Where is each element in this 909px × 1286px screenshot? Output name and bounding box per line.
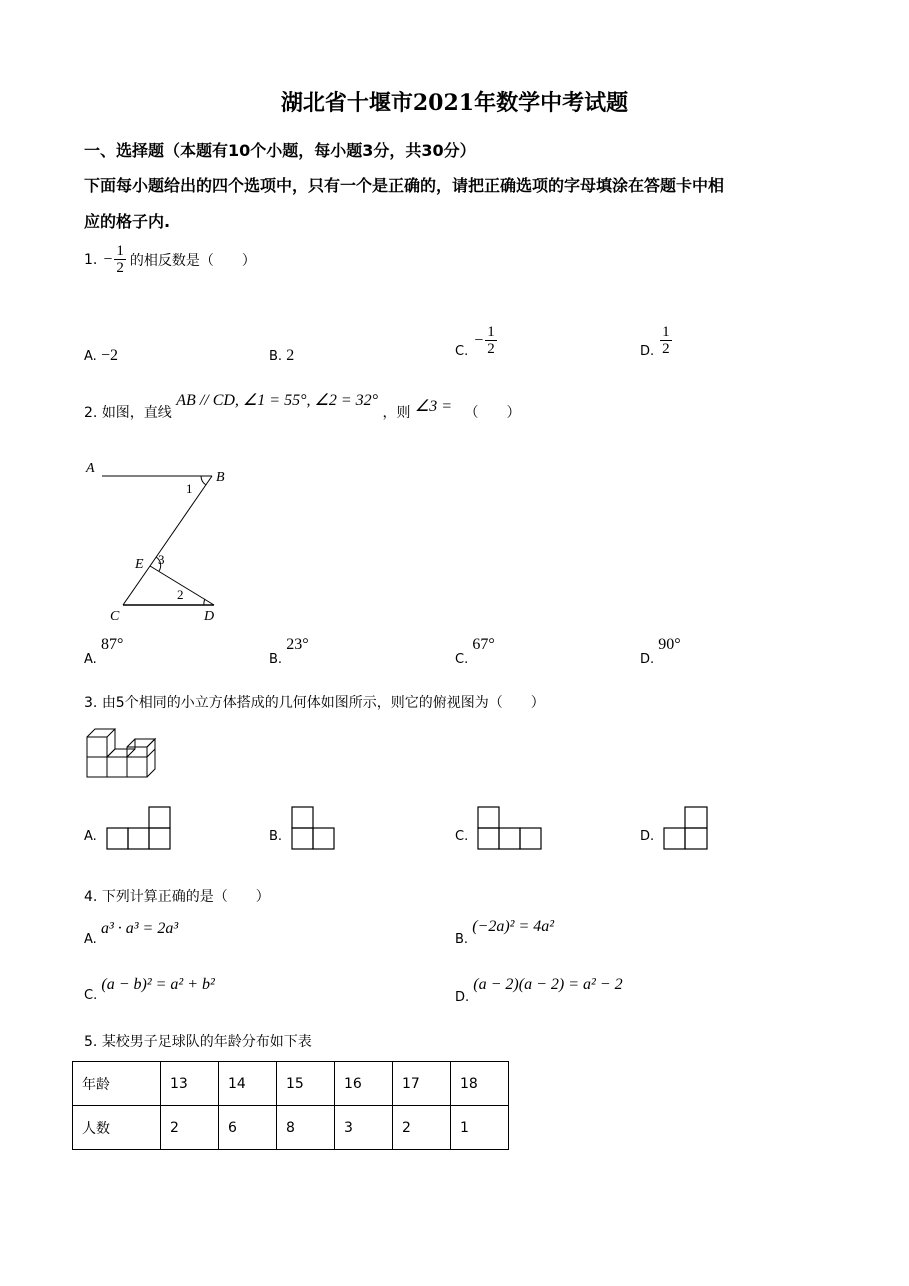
table-cell: 14: [219, 1062, 277, 1106]
option-expression: a³ · a³ = 2a³: [100, 920, 179, 937]
instruction-line-2: 应的格子内.: [84, 212, 171, 231]
instruction-line-1: 下面每小题给出的四个选项中，只有一个是正确的，请把正确选项的字母填涂在答题卡中相: [84, 176, 725, 195]
fraction-numerator: 1: [487, 324, 495, 340]
option-expression: (a − b)² = a² + b²: [101, 976, 215, 993]
label-d: D: [204, 609, 215, 624]
option-value: 2: [286, 347, 295, 364]
table-cell: 2: [393, 1106, 451, 1150]
table-header-cell: 人数: [73, 1106, 161, 1150]
question-text: 由5个相同的小立方体搭成的几何体如图所示，则它的俯视图为（ ）: [101, 695, 545, 711]
option-value: 90°: [658, 636, 681, 653]
option-label: A.: [84, 829, 97, 844]
fraction-denominator: 2: [662, 341, 670, 357]
question-3: [84, 692, 545, 712]
q2-option-d[interactable]: [640, 636, 681, 667]
label-c: C: [110, 609, 120, 624]
fraction-numerator: 1: [662, 324, 670, 340]
table-cell: 2: [161, 1106, 219, 1150]
question-number: 4.: [84, 889, 98, 905]
q1-option-a[interactable]: [84, 347, 118, 365]
table-row: [73, 1062, 509, 1106]
table-row: [73, 1106, 509, 1150]
q1-option-b[interactable]: [269, 347, 294, 365]
option-label: B.: [269, 652, 283, 667]
fraction: [485, 324, 497, 357]
fraction: [660, 324, 672, 357]
table-cell: 8: [277, 1106, 335, 1150]
option-value: 87°: [100, 636, 124, 653]
option-label: D.: [640, 344, 655, 359]
q3-option-d[interactable]: [640, 829, 654, 844]
q3-option-a[interactable]: [84, 829, 97, 844]
label-a: A: [86, 461, 95, 476]
table-cell: 15: [277, 1062, 335, 1106]
option-expression: (−2a)² = 4a²: [472, 918, 555, 935]
option-label: A.: [84, 932, 97, 947]
q3-option-b[interactable]: [269, 829, 282, 844]
q2-option-b[interactable]: [269, 636, 309, 667]
table-cell: 13: [161, 1062, 219, 1106]
fraction-numerator: 1: [116, 243, 124, 259]
q2-option-a[interactable]: [84, 636, 124, 667]
question-number: 5.: [84, 1034, 98, 1050]
option-label: C.: [455, 829, 469, 844]
angle-1-arc: [201, 476, 206, 485]
fraction: [114, 243, 126, 276]
option-label: D.: [640, 829, 655, 844]
option-label: B.: [269, 349, 283, 364]
label-e: E: [135, 557, 144, 572]
table-cell: 16: [335, 1062, 393, 1106]
q3-option-a-view: [106, 806, 172, 852]
age-distribution-table: [72, 1061, 509, 1150]
option-value: 23°: [286, 636, 309, 653]
table-header-cell: 年龄: [73, 1062, 161, 1106]
question-2: [84, 392, 521, 422]
math-expression: ∠3 =: [414, 398, 453, 415]
question-text: （ ）: [464, 405, 521, 421]
minus-sign: −: [103, 250, 113, 268]
question-text: 的相反数是（ ）: [129, 252, 256, 269]
question-4: [84, 886, 270, 906]
option-value: −2: [100, 347, 118, 364]
section-heading: 一、选择题（本题有10个小题，每小题3分，共30分）: [84, 141, 476, 160]
q4-option-c[interactable]: [84, 976, 215, 1003]
geometry-figure: [80, 455, 230, 630]
label-angle-3: 3: [158, 552, 165, 567]
option-label: C.: [84, 988, 98, 1003]
q3-option-d-view: [663, 806, 711, 852]
option-label: C.: [455, 344, 469, 359]
table-cell: 17: [393, 1062, 451, 1106]
label-angle-1: 1: [186, 481, 193, 496]
option-label: A.: [84, 349, 97, 364]
question-number: 3.: [84, 695, 98, 711]
option-label: B.: [269, 829, 283, 844]
fraction-denominator: 2: [487, 341, 495, 357]
question-text: 下列计算正确的是（ ）: [101, 889, 270, 905]
question-text: ，则: [382, 405, 411, 421]
q2-option-c[interactable]: [455, 636, 495, 667]
option-label: C.: [455, 652, 469, 667]
question-text: 如图，直线: [101, 405, 172, 421]
q1-option-d[interactable]: [640, 322, 672, 359]
option-label: B.: [455, 932, 469, 947]
label-angle-2: 2: [177, 587, 184, 602]
option-label: D.: [640, 652, 655, 667]
question-number: 2.: [84, 405, 98, 421]
question-1: [84, 243, 256, 276]
option-expression: (a − 2)(a − 2) = a² − 2: [473, 976, 623, 993]
fraction-denominator: 2: [116, 260, 124, 276]
question-5: [84, 1031, 312, 1051]
table-cell: 1: [451, 1106, 509, 1150]
math-expression: AB // CD, ∠1 = 55°, ∠2 = 32°: [176, 392, 379, 409]
q3-option-b-view: [291, 806, 337, 852]
angle-2-arc: [204, 599, 205, 605]
table-cell: 18: [451, 1062, 509, 1106]
q1-option-c[interactable]: [455, 322, 497, 359]
q4-option-a[interactable]: [84, 920, 179, 947]
option-label: D.: [455, 990, 470, 1005]
option-label: A.: [84, 652, 97, 667]
q4-option-b[interactable]: [455, 918, 555, 947]
minus-sign: −: [474, 331, 484, 349]
table-cell: 6: [219, 1106, 277, 1150]
question-text: 某校男子足球队的年龄分布如下表: [101, 1034, 312, 1050]
q3-option-c[interactable]: [455, 829, 468, 844]
q3-option-c-view: [477, 806, 543, 852]
question-number: 1.: [84, 251, 98, 268]
option-value: 67°: [472, 636, 495, 653]
page-title: 湖北省十堰市2021年数学中考试题: [280, 90, 629, 116]
cube-figure: [84, 726, 174, 782]
q4-option-d[interactable]: [455, 976, 623, 1005]
table-cell: 3: [335, 1106, 393, 1150]
label-b: B: [216, 470, 225, 485]
